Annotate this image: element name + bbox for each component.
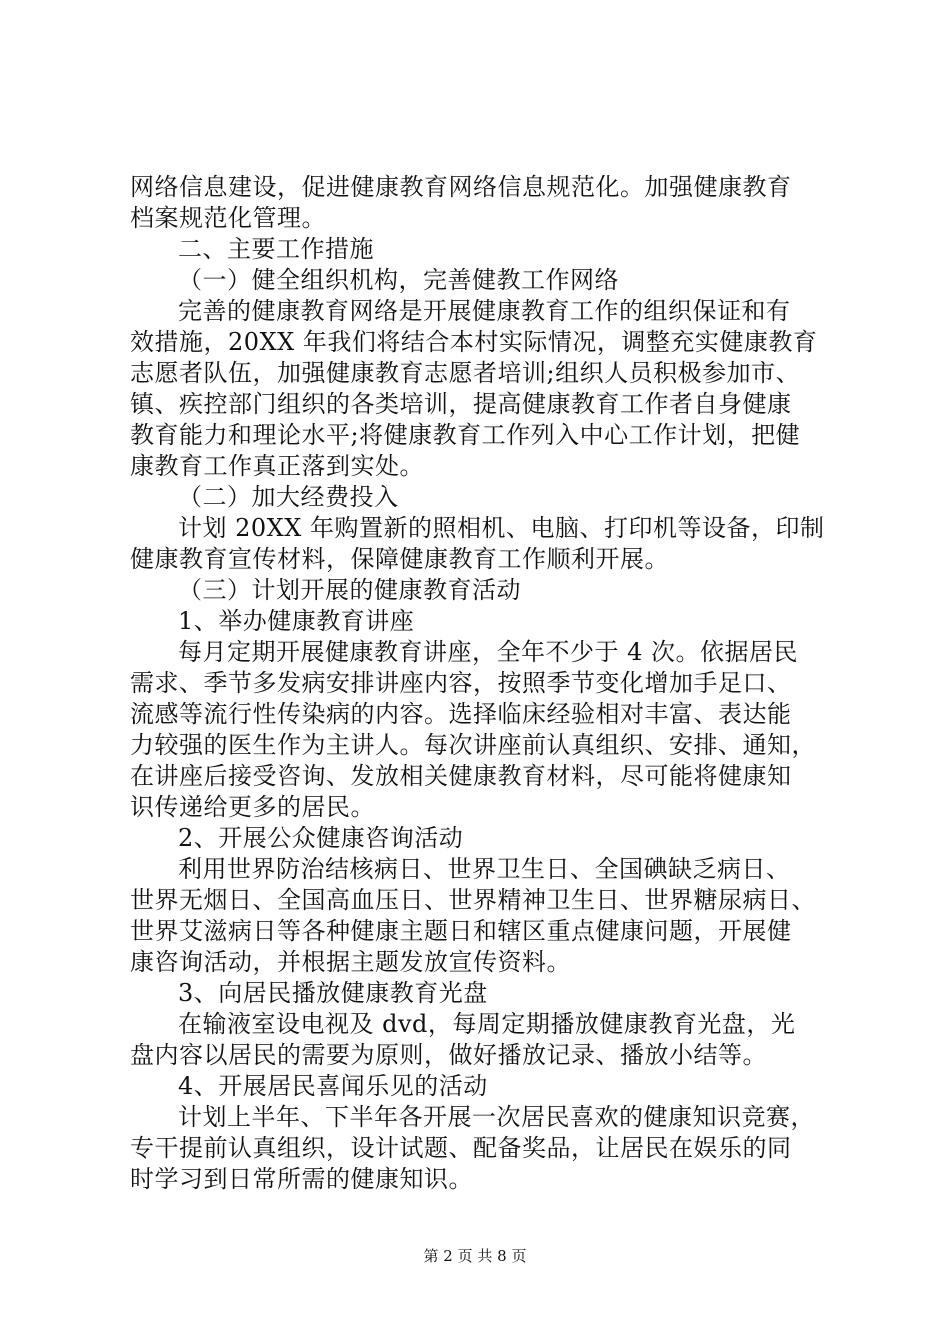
text-line: 计划 20XX 年购置新的照相机、电脑、打印机等设备，印制	[178, 514, 825, 542]
text-line: 4、开展居民喜闻乐见的活动	[178, 1072, 488, 1100]
text-line: 康教育工作真正落到实处。	[130, 452, 424, 480]
text-line: 教育能力和理论水平;将健康教育工作列入中心工作计划，把健	[130, 421, 801, 449]
text-line: 志愿者队伍，加强健康教育志愿者培训;组织人员积极参加市、	[130, 359, 801, 387]
text-line: 需求、季节多发病安排讲座内容，按照季节变化增加手足口、	[130, 669, 792, 697]
text-line: 2、开展公众健康咨询活动	[178, 824, 464, 852]
text-line: 每月定期开展健康教育讲座，全年不少于 4 次。依据居民	[178, 638, 799, 666]
text-line: 利用世界防治结核病日、世界卫生日、全国碘缺乏病日、	[178, 855, 791, 883]
text-line: 时学习到日常所需的健康知识。	[130, 1165, 473, 1193]
text-line: 效措施，20XX 年我们将结合本村实际情况，调整充实健康教育	[130, 328, 818, 356]
page-footer: 第 2 页 共 8 页	[423, 1247, 527, 1265]
text-line: 盘内容以居民的需要为原则，做好播放记录、播放小结等。	[130, 1041, 767, 1069]
text-line: （二）加大经费投入	[178, 483, 399, 511]
text-line: 1、举办健康教育讲座	[178, 607, 415, 635]
text-line: 网络信息建设，促进健康教育网络信息规范化。加强健康教育	[130, 173, 792, 201]
document-body	[130, 172, 830, 1195]
text-line: 专干提前认真组织，设计试题、配备奖品，让居民在娱乐的同	[130, 1134, 792, 1162]
text-line: （三）计划开展的健康教育活动	[178, 576, 521, 604]
text-line: 3、向居民播放健康教育光盘	[178, 979, 488, 1007]
text-line: 档案规范化管理。	[130, 204, 326, 232]
text-line: 健康教育宣传材料，保障健康教育工作顺利开展。	[130, 545, 669, 573]
text-line: 力较强的医生作为主讲人。每次讲座前认真组织、安排、通知，	[130, 731, 816, 759]
text-line: 世界无烟日、全国高血压日、世界精神卫生日、世界糖尿病日、	[130, 886, 816, 914]
text-line: 镇、疾控部门组织的各类培训，提高健康教育工作者自身健康	[130, 390, 792, 418]
text-line: （一）健全组织机构，完善健教工作网络	[178, 266, 619, 294]
text-line: 在输液室设电视及 dvd，每周定期播放健康教育光盘，光	[178, 1010, 796, 1038]
text-line: 识传递给更多的居民。	[130, 793, 375, 821]
text-line: 世界艾滋病日等各种健康主题日和辖区重点健康问题，开展健	[130, 917, 792, 945]
text-line: 在讲座后接受咨询、发放相关健康教育材料，尽可能将健康知	[130, 762, 792, 790]
text-line: 康咨询活动，并根据主题发放宣传资料。	[130, 948, 571, 976]
text-line: 计划上半年、下半年各开展一次居民喜欢的健康知识竞赛，	[178, 1103, 815, 1131]
text-line: 完善的健康教育网络是开展健康教育工作的组织保证和有	[178, 297, 791, 325]
text-line: 流感等流行性传染病的内容。选择临床经验相对丰富、表达能	[130, 700, 792, 728]
text-line: 二、主要工作措施	[178, 235, 374, 263]
